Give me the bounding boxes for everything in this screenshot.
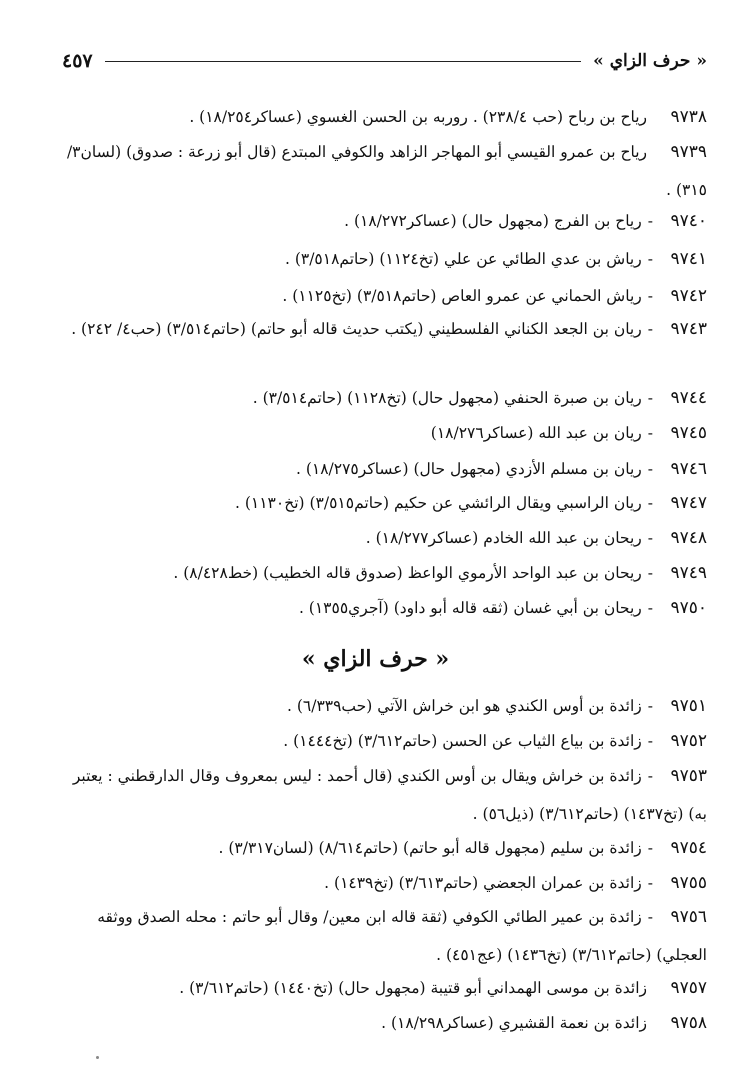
entry-separator: - [647, 287, 653, 305]
entry-text: ريحان بن أبي غسان (ثقه قاله أبو داود) (آجري١٣٥٥) . [298, 599, 642, 617]
entry-number: ٩٧٥٣ [670, 766, 707, 786]
entry-number: ٩٧٥٦ [670, 907, 707, 927]
entry-separator: - [647, 250, 653, 268]
entry-number: ٩٧٥٠ [670, 598, 707, 618]
entry-text: رياح بن عمرو القيسي أبو المهاجر الزاهد والكوفي المبتدع (قال أبو زرعة : صدوق) (لسان٣/ ٣١٥) . [66, 143, 707, 199]
entry-9752 [60, 723, 707, 759]
entry-separator: - [647, 732, 653, 750]
entry-9751 [60, 688, 707, 724]
entry-number: ٩٧٤٦ [670, 459, 707, 479]
entry-separator: - [647, 529, 653, 547]
entry-number: ٩٧٥١ [670, 696, 707, 716]
entry-9754 [60, 830, 707, 866]
entry-text: زائدة بن موسى الهمداني أبو قتيبة (مجهول حال) (تخ١٤٤٠) (حاتم٣/٦١٢) . [179, 979, 647, 997]
entry-number: ٩٧٤٣ [670, 319, 707, 339]
entry-number: ٩٧٤٠ [670, 211, 707, 231]
entry-9753 [60, 757, 707, 833]
entry-9747 [60, 485, 707, 521]
entry-9757 [60, 970, 707, 1006]
entry-number: ٩٧٤٨ [670, 528, 707, 548]
entry-separator: - [647, 874, 653, 892]
entry-9741 [60, 241, 707, 277]
entry-9750 [60, 590, 707, 626]
entry-number: ٩٧٤١ [670, 249, 707, 269]
entry-text: رياح بن الفرج (مجهول حال) (عساكر١٨/٢٧٢) . [344, 212, 642, 230]
entry-separator: - [647, 320, 653, 338]
entry-number: ٩٧٥٤ [670, 838, 707, 858]
entry-text: زائدة بن خراش ويقال بن أوس الكندي (قال أحمد : ليس بمعروف وقال الدارقطني : يعتبر به) (تخ١٤٣٧) (حاتم٣/٦١٢) (ذيل٥٦) . [72, 767, 707, 823]
entry-9739 [60, 133, 707, 209]
entry-text: ريحان بن عبد الله الخادم (عساكر١٨/٢٧٧) . [365, 529, 642, 547]
entry-text: ريان بن مسلم الأزدي (مجهول حال) (عساكر١٨/٢٧٥) . [296, 460, 642, 478]
entry-number: ٩٧٣٩ [670, 142, 707, 162]
running-header [62, 46, 707, 76]
running-title: « حرف الزاي » [593, 51, 707, 71]
entry-separator: - [647, 767, 653, 785]
entry-text: ريان بن صبرة الحنفي (مجهول حال) (تخ١١٢٨) (حاتم٣/٥١٤) . [252, 389, 642, 407]
entry-separator: - [647, 599, 653, 617]
entry-number: ٩٧٤٧ [670, 493, 707, 513]
entry-9745 [60, 415, 707, 451]
entry-text: رياش الحماني عن عمرو العاص (حاتم٣/٥١٨) (تخ١١٢٥) . [282, 287, 642, 305]
entry-number: ٩٧٣٨ [670, 107, 707, 127]
entry-9738 [60, 99, 707, 135]
entry-separator: - [647, 564, 653, 582]
entry-separator: - [647, 494, 653, 512]
entry-9744 [60, 380, 707, 416]
entry-number: ٩٧٤٢ [670, 286, 707, 306]
entry-9756 [60, 898, 707, 974]
entry-9755 [60, 865, 707, 901]
header-rule [105, 61, 582, 62]
entry-text: زائدة بن أوس الكندي هو ابن خراش الآتي (حب٦/٣٣٩) . [286, 697, 642, 715]
entry-9758 [60, 1005, 707, 1041]
entry-text: ريان بن عبد الله (عساكر١٨/٢٧٦) [430, 424, 642, 442]
entry-text: زائدة بن بياع الثياب عن الحسن (حاتم٣/٦١٢) (تخ١٤٤٤) . [283, 732, 642, 750]
section-heading: « حرف الزاي » [301, 646, 450, 672]
entry-number: ٩٧٥٨ [670, 1013, 707, 1033]
entry-text: رياش بن عدي الطائي عن علي (تخ١١٢٤) (حاتم٣/٥١٨) . [284, 250, 642, 268]
entry-separator: - [647, 908, 653, 926]
scan-speck [96, 1056, 99, 1059]
entry-number: ٩٧٥٥ [670, 873, 707, 893]
entry-separator: - [647, 697, 653, 715]
entry-9748 [60, 520, 707, 556]
entry-separator: - [647, 460, 653, 478]
entry-number: ٩٧٤٥ [670, 423, 707, 443]
entry-text: زائدة بن عمران الجعضي (حاتم٣/٦١٣) (تخ١٤٣٩) . [324, 874, 642, 892]
entry-text: رياح بن رباح (حب ٢٣٨/٤) . روربه بن الحسن الغسوي (عساكر١٨/٢٥٤) . [189, 108, 647, 126]
entry-separator: - [647, 212, 653, 230]
entry-text: ريان بن الجعد الكناني الفلسطيني (يكتب حديث قاله أبو حاتم) (حاتم٣/٥١٤) (حب٤/ ٢٤٢) . [71, 320, 642, 338]
entry-9743 [60, 310, 707, 348]
page-number: ٤٥٧ [62, 50, 93, 72]
entry-text: زائدة بن نعمة القشيري (عساكر١٨/٢٩٨) . [381, 1014, 647, 1032]
entry-number: ٩٧٤٩ [670, 563, 707, 583]
entry-9746 [60, 451, 707, 487]
entry-number: ٩٧٤٤ [670, 388, 707, 408]
entry-9742 [60, 278, 707, 314]
entry-9749 [60, 555, 707, 591]
entry-separator: - [647, 839, 653, 857]
entry-text: زائدة بن عمير الطائي الكوفي (ثقة قاله ابن معين/ وقال أبو حاتم : محله الصدق ووثقه العجلي) (حاتم٣/٦١٢) (تخ١٤٣٦) (عج٤٥١) . [97, 908, 707, 964]
entry-number: ٩٧٥٧ [670, 978, 707, 998]
entry-number: ٩٧٥٢ [670, 731, 707, 751]
entry-9740 [60, 203, 707, 239]
entry-separator: - [647, 424, 653, 442]
entry-text: زائدة بن سليم (مجهول قاله أبو حاتم) (حاتم٨/٦١٤) (لسان٣/٣١٧) . [218, 839, 642, 857]
entry-separator: - [647, 389, 653, 407]
entry-text: ريان الراسبي ويقال الرائشي عن حكيم (حاتم٣/٥١٥) (تخ١١٣٠) . [234, 494, 642, 512]
entry-text: ريحان بن عبد الواحد الأرموي الواعظ (صدوق قاله الخطيب) (خط٨/٤٢٨) . [173, 564, 642, 582]
